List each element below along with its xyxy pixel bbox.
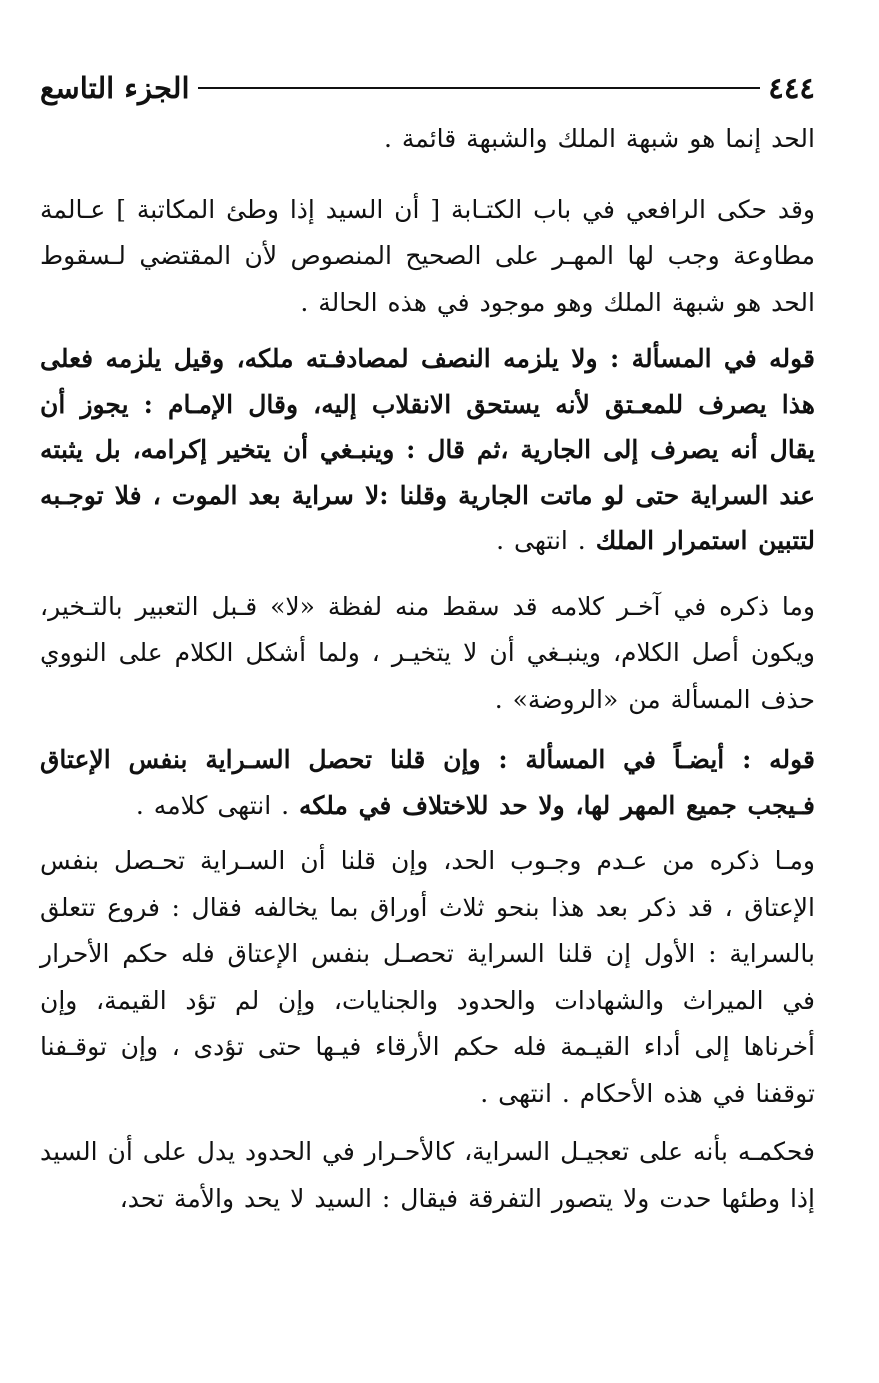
paragraph-3: وما ذكره في آخـر كلامه قد سقط منه لفظة «لا» قـبل التعبير بالتـخير، ويكون أصل الكلام، وينبـغي أن لا يتخيـر ، ولما أشكل الكلام على النووي حذف المسألة من «الروضة» . [40, 591, 815, 714]
paragraph-1: الحد إنما هو شبهة الملك والشبهة قائمة . [383, 124, 815, 153]
running-title: الجزء التاسع [40, 71, 190, 105]
quoted-passage-2-text: قوله : أيضـاً في المسألة : وإن قلنا تحصل السـراية بنفس الإعتاق فـيجب جميع المهر لها، ولا حد للاختلاف في ملكه [40, 745, 815, 820]
quoted-passage-1-text: قوله في المسألة : ولا يلزمه النصف لمصادفـته ملكه، وقيل يلزمه فعلى هذا يصرف للمعـتق لأنه يستحق الانقلاب إليه، وقال الإمـام : يجوز أن يقال أنه يصرف إلى الجارية ،ثم قال : وينبـغي أن يتخير إكرامه، بل يثبته عند السراية حتى لو ماتت الجارية وقلنا :لا سراية بعد الموت ، فلا توجـبه لتتبين استمرار الملك [40, 344, 815, 555]
page [40, 60, 815, 1222]
quoted-passage-2 [40, 737, 815, 828]
paragraph-4: ومـا ذكره من عـدم وجـوب الحد، وإن قلنا أن السـراية تحـصل بنفس الإعتاق ، قد ذكر بعد هذا بنحو ثلاث أوراق بما يخالفه فقال : فروع تتعلق بالسراية : الأول إن قلنا السراية تحصـل بنفس الإعتاق فله حكم الأحرار في الميراث والشهادات والحدود والجنايات، وإن لم تؤد القيمة، وإن أخرناها إلى أداء القيـمة فله حكم الأرقاء فيـها حتى تؤدى ، وإن توقـفنا توقفنا في هذه الأحكام . انتهى . [40, 846, 815, 1108]
paragraph-2: وقد حكى الرافعي في باب الكتـابة [ أن السيد إذا وطئ المكاتبة ] عـالمة مطاوعة وجب لها المهـر على الصحيح المنصوص لأن المقتضي لـسقوط الحد هو شبهة الملك وهو موجود في هذه الحالة . [40, 194, 815, 317]
page-header [40, 60, 815, 116]
page-number: ٤٤٤ [768, 71, 815, 105]
quoted-passage-2-end: . انتهى كلامه . [135, 790, 299, 820]
quoted-passage-1-end: . انتهى . [496, 526, 596, 555]
header-rule [198, 87, 761, 89]
paragraph-5: فحكمـه بأنه على تعجيـل السراية، كالأحـرار في الحدود يدل على أن السيد إذا وطئها حدت ولا يتصور التفرقة فيقال : السيد لا يحد والأمة تحد، [40, 1137, 815, 1213]
quoted-passage-1 [40, 336, 815, 564]
